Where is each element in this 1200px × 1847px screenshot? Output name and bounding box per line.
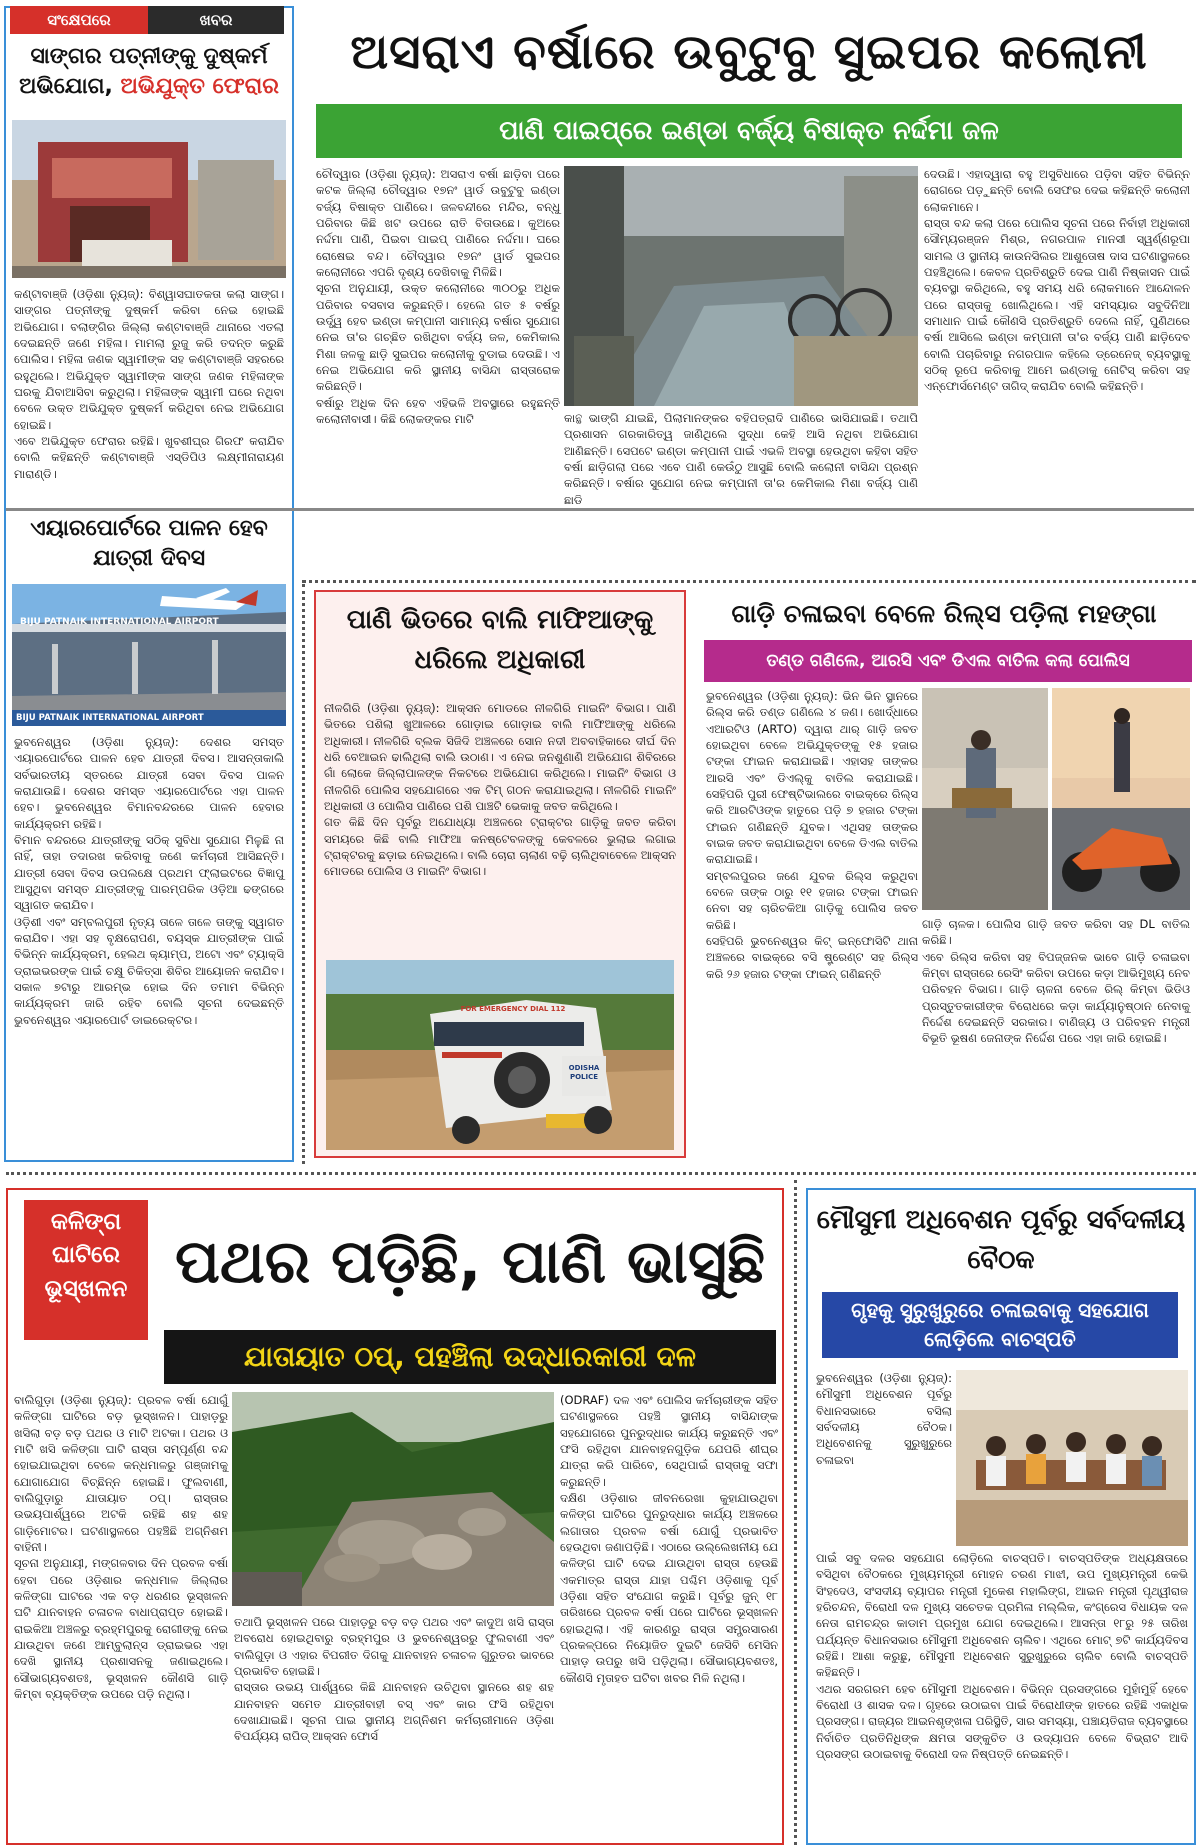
story5-photo (956, 1370, 1188, 1546)
story3-column2: ଗାଡ଼ି ଚାଳକ। ପୋଲିସ ଗାଡ଼ି ଜବତ କରିବା ସହ DL ବାତିଲ କରିଛି। ଏବେ ରିଲ୍ସ କରିବା ସହ ବିପଜ୍ଜନକ ଭାବେ ଗାଡ଼ି ଚଳାଇବା କିମ୍ବା ରାସ୍ତାରେ ରେସିଂ କରିବା ଉପରେ କଡ଼ା ଆଭିମୁଖ୍ୟ ନେବ ପରିବହନ ବିଭାଗ। ଗାଡ଼ି ଚାଳନା ବେଳେ ରିଲ୍ କିମ୍ବା ଭିଡିଓ ପ୍ରସ୍ତୁତକାରୀଙ୍କ ବିରୋଧରେ କଡ଼ା କାର୍ଯ୍ୟାନୁଷ୍ଠାନ ନେବାକୁ ନିର୍ଦ୍ଦେଶ ଦେଇଛନ୍ତି ସରକାର। ବାଣିଜ୍ୟ ଓ ପରିବହନ ମନ୍ତ୍ରୀ ବିଭୂତି ଭୂଷଣ ଜେନାଙ୍କ ନିର୍ଦ୍ଦେଶ ପରେ ଏହା ଜାରି ହୋଇଛି। (922, 917, 1190, 1046)
story4-column1: ବାଲିଗୁଡ଼ା (ଓଡ଼ିଶା ନ୍ୟୁଜ୍): ପ୍ରବଳ ବର୍ଷା ଯୋଗୁଁ କଳିଙ୍ଗା ଘାଟିରେ ବଡ଼ ଭୂସ୍ଖଳନ। ପାହାଡ଼ରୁ ଖସିଲା ବଡ଼ ବଡ଼ ପଥର ଓ ମାଟି ଅଟକା। ପଥର ଓ ମାଟି ଖସି କଳିଙ୍ଗା ଘାଟି ରାସ୍ତା ସମ୍ପୂର୍ଣ୍ଣ ବନ୍ଦ ହୋଇଯାଇଥିବା ବେଳେ କନ୍ଧମାଳରୁ ଗଞ୍ଜାମକୁ ଯୋଗାଯୋଗ ବିଚ୍ଛିନ୍ନ ହୋଇଛି। ଫୁଲବାଣୀ, ବାଲିଗୁଡ଼ାରୁ ଯାତାୟାତ ଠପ୍। ରାସ୍ତାର ଉଭୟପାର୍ଶ୍ୱରେ ଅଟକି ରହିଛି ଶହ ଶହ ଗାଡ଼ିମୋଟର। ଘଟଣାସ୍ଥଳରେ ପହଞ୍ଚିଛି ଅଗ୍ନିଶମ ବାହିନୀ। ସୂଚନା ଅନୁଯାୟୀ, ମଙ୍ଗଳବାର ଦିନ ପ୍ରବଳ ବର୍ଷା ହେବା ପରେ ଓଡ଼ିଶାର କନ୍ଧମାଳ ଜିଲ୍ଲାର କଳିଙ୍ଗା ଘାଟରେ ଏକ ବଡ଼ ଧରଣର ଭୂସ୍ଖଳନ ଘଟି ଯାନବାହନ ଚଳାଚଳ ବାଧାପ୍ରାପ୍ତ ହୋଇଛି। ରାଇକିଆ ଅଞ୍ଚଳରୁ ବ୍ରହ୍ମପୁରକୁ ରୋଗୀଙ୍କୁ ନେଇ ଯାଉଥିବା ଜଣେ ଆମ୍ବୁଲାନ୍ସ ଡ୍ରାଇଭର ଏହା ଦେଖି ସ୍ଥାନୀୟ ପ୍ରଶାସନକୁ ଜଣାଇଥିଲେ। ସୌଭାଗ୍ୟବଶତଃ, ଭୂସ୍ଖଳନ କୌଣସି ଗାଡ଼ି କିମ୍ବା ବ୍ୟକ୍ତିଙ୍କ ଉପରେ ପଡ଼ି ନଥିଲା। (14, 1393, 228, 1701)
sidebar-story2-photo-sign: BIJU PATNAIK INTERNATIONAL AIRPORT (20, 617, 219, 627)
sidebar-story2-headline: ଏୟାରପୋର୍ଟରେ ପାଳନ ହେବ ଯାତ୍ରୀ ଦିବସ (30, 516, 268, 571)
story3-column1: ଭୁବନେଶ୍ୱର (ଓଡ଼ିଶା ନ୍ୟୁଜ୍): ଭିନ ଭିନ ସ୍ଥାନରେ ରିଲ୍ସ କରି ତଣ୍ଡ ଗଣିଲେ ୪ ଜଣ। ଖୋର୍ଦ୍ଧାରେ ଏଆରଟିଓ (ARTO) ଦ୍ୱାରା ଥାର୍ ଗାଡ଼ି ଜବତ ହୋଇଥିବା ବେଳେ ଅଭିଯୁକ୍ତଙ୍କୁ ୧୫ ହଜାର ଟଙ୍କା ଫାଇନ କରାଯାଇଛି। ଏହାସହ ତାଙ୍କର ଆରସି ଏବଂ ଡିଏଲ୍‌କୁ ବାତିଲ କରାଯାଇଛି। ସେହିପରି ପୁରୀ ଫେଷ୍ଟିଭାଲରେ ବାଇକ୍‌ରେ ରିଲ୍ସ କରି ଆରଟିଓଙ୍କ ହାତୁରେ ପଡ଼ି ୭ ହଜାର ଟଙ୍କା ଫାଇନ ଗଣିଛନ୍ତି ଯୁବକ। ଏଥିସହ ତାଙ୍କର ବାଇକ ଜବତ କରାଯାଇଥିବା ବେଳେ ଡିଏଲ ବାତିଲ କରାଯାଇଛି। ସମ୍ବଲପୁରର ଜଣେ ଯୁବକ ରିଲ୍ସ କରୁଥିବା ବେଳେ ତାଙ୍କ ଠାରୁ ୧୧ ହଜାର ଟଙ୍କା ଫାଇନ ନେବା ସହ ଚାରିଚକିଆ ଗାଡ଼ିକୁ ପୋଲିସ ଜବତ କରିଛି। ସେହିପରି ଭୁବନେଶ୍ୱର କିଟ୍ ଇନ୍‌ଫୋସିଟି ଥାନା ଅଞ୍ଚଳରେ ବାଇକ୍‌ରେ ବସି ଷ୍ଟ୍ରେଣ୍ଟ ସହ ରିଲ୍ସ କରି ୨୬ ହଜାର ଟଙ୍କା ଫାଇନ୍ ଗଣିଛନ୍ତି (706, 689, 918, 981)
story5-headline: ମୌସୁମୀ ଅଧିବେଶନ ପୂର୍ବରୁ ସର୍ବଦଳୀୟ ବୈଠକ (816, 1205, 1186, 1276)
story2-photo (326, 960, 674, 1150)
story2-photo-door-text: ODISHA POLICE (568, 1064, 600, 1081)
story3-subheadline: ତଣ୍ଡ ଗଣିଲେ, ଆରସି ଏବଂ ଡିଏଲ ବାତିଲ କଲା ପୋଲିସ (704, 640, 1192, 682)
story5-body: ପାଇଁ ସବୁ ଦଳର ସହଯୋଗ ଲୋଡ଼ିଲେ ବାଚସ୍ପତି। ବାଚସ୍ପତିଙ୍କ ଅଧ୍ୟକ୍ଷତାରେ ବସିଥିବା ବୈଠକରେ ମୁଖ୍ୟମନ୍ତ୍ରୀ ମୋହନ ଚରଣ ମାଝୀ, ଉପ ମୁଖ୍ୟମନ୍ତ୍ରୀ କେଭି ସିଂହଦେଓ, ସଂସଦୀୟ ବ୍ୟାପର ମନ୍ତ୍ରୀ ମୁକେଶ ମହାଲିଙ୍ଗ, ଆଇନ ମନ୍ତ୍ରୀ ପୃଥ୍ୱୀରାଜ ହରିଚନ୍ଦନ, ବିରୋଧୀ ଦଳ ମୁଖ୍ୟ ସଚେତକ ପ୍ରମିଳା ମଲ୍ଲିକ, କଂଗ୍ରେସ ବିଧାୟକ ଦଳ ନେତା ରାମଚନ୍ଦ୍ର କାଡାମ ପ୍ରମୁଖ ଯୋଗ ଦେଇଥିଲେ। ଆସନ୍ତା ୧୮ରୁ ୨୫ ତାରିଖ ପର୍ଯ୍ୟନ୍ତ ବିଧାନସଭାର ମୌସୁମୀ ଅଧିବେଶନ ଚାଲିବ। ଏଥିରେ ମୋଟ୍ ୭ଟି କାର୍ଯ୍ୟଦିବସ ରହିଛି। ଆଶା କରୁଛୁ, ମୌସୁମୀ ଅଧିବେଶନ ସୁରୁଖୁରୁରେ ଚାଲିବ ବୋଲି ବାଚସ୍ପତି କହିଛନ୍ତି। ଏଥର ସରଗରମ ହେବ ମୌସୁମୀ ଅଧିବେଶନ। ବିଭିନ୍ନ ପ୍ରସଙ୍ଗରେ ମୁହାଁମୁହିଁ ହେବେ ବିରୋଧୀ ଓ ଶାସକ ଦଳ। ଗୃହରେ ଉଠାଇବା ପାଇଁ ବିରୋଧୀଙ୍କ ହାତରେ ରହିଛି ଏକାଧିକ ପ୍ରସଙ୍ଗ। ରାଜ୍ୟର ଆଇନଶୃଙ୍ଖଳା ପରିସ୍ଥିତି, ସାର ସମସ୍ୟା, ପଞ୍ଚାୟତିରାଜ ବ୍ୟବସ୍ଥାରେ ନିର୍ବାଚିତ ପ୍ରତିନିଧିଙ୍କ କ୍ଷମତା ସଙ୍କୁଚିତ ଓ ଉଦ୍ୟାପନ ବେଳେ ବିଭ୍ରାଟ ଆଦି ପ୍ରସଙ୍ଗ ଉଠାଇବାକୁ ବିରୋଧୀ ଦଳ ନିଷ୍ପତ୍ତି ନେଇଛନ୍ତି। (816, 1551, 1188, 1761)
story2-headline: ପାଣି ଭିତରେ ବାଲି ମାଫିଆଙ୍କୁ ଧରିଲେ ଅଧିକାରୀ (346, 605, 654, 676)
separator-bottom (6, 1172, 1196, 1175)
separator-top (302, 580, 1196, 583)
story5-subheadline: ଗୃହକୁ ସୁରୁଖୁରୁରେ ଚଳାଇବାକୁ ସହଯୋଗ ଲୋଡ଼ିଲେ ବାଚସ୍ପତି (822, 1292, 1178, 1358)
story1-column1: ଚୌଦ୍ୱାର (ଓଡ଼ିଶା ନ୍ୟୁଜ୍): ଅସରାଏ ବର୍ଷା ଛାଡ଼ିବା ପରେ କଟକ ଜିଲ୍ଲା ଚୌଦ୍ୱାର ୧୭ନଂ ୱାର୍ଡ ଉବୁଟୁବୁ ଇଣ୍ଡା ବର୍ଜ୍ୟ ବିଷାକ୍ତ ପାଣିରେ। ଜଳବନ୍ଦୀରେ ମନ୍ଦିର, ବନ୍ଧୁ ପରିବାର କିଛି ଖଟ ଉପରେ ରାତି ବିତାଉଛେ। କୁଅରେ ନର୍ଦ୍ଦମା ପାଣି, ପିଇବା ପାଇପ୍ ପାଣିରେ ନର୍ଦ୍ଦମା। ଘରେ ରୋଷେଇ ବନ୍ଦ। ଚୌଦ୍ୱାର ୧୭ନଂ ୱାର୍ଡ ସୁଇପର କଲୋନୀରେ ଏପରି ଦୃଶ୍ୟ ଦେଖିବାକୁ ମିଳିଛି। ସୂଚନା ଅନୁଯାୟୀ, ଉକ୍ତ କଲୋନୀରେ ୩୦୦ରୁ ଅଧିକ ପରିବାର ବସବାସ କରୁଛନ୍ତି। ହେଲେ ଗତ ୫ ବର୍ଷରୁ ଉର୍ଦ୍ଧ୍ୱ ହେବ ଇଣ୍ଡା କମ୍ପାନୀ ସାମାନ୍ୟ ବର୍ଷାର ସୁଯୋଗ ନେଇ ତା'ର ଗଚ୍ଛିତ ରଖିଥିବା ବର୍ଜ୍ୟ ଜଳ, କେମିକାଲ ମିଶା ଜଳକୁ ଛାଡ଼ି ସୁଇପର କଲୋନୀକୁ ବୁଡାଇ ଦେଉଛି। ଏ ନେଇ ଅଭିଯୋଗ କରି ସ୍ଥାନୀୟ ବାସିନ୍ଦା ରାସ୍ତାରୋକ କରିଛନ୍ତି। ବର୍ଷାରୁ ଅଧିକ ଦିନ ହେବ ଏହିଭଳି ଅବସ୍ଥାରେ ରହୁଛନ୍ତି କଲୋନୀବାସୀ। କିଛି ଲୋକଙ୍କର ମାଟି (316, 167, 560, 426)
story4-column3: (ODRAF) ଦଳ ଏବଂ ପୋଲିସ କର୍ମଚାରୀଙ୍କ ସହିତ ଘଟଣାସ୍ଥଳରେ ପହଞ୍ଚି ସ୍ଥାନୀୟ ବାସିନ୍ଦାଙ୍କ ସହଯୋଗରେ ପୁନରୁଦ୍ଧାର କାର୍ଯ୍ୟ କରୁଛନ୍ତି ଏବଂ ଫସି ରହିଥିବା ଯାନବାହନଗୁଡ଼ିକ ଯେପରି ଶୀଘ୍ର ଯାତ୍ରା କରି ପାରିବେ, ସେଥିପାଇଁ ରାସ୍ତାକୁ ସଫା କରୁଛନ୍ତି। ଦକ୍ଷିଣ ଓଡ଼ିଶାର ଜୀବନରେଖା କୁହାଯାଉଥିବା କଳିଙ୍ଗ ଘାଟିରେ ପୁନରୁଦ୍ଧାର କାର୍ଯ୍ୟ ଅଞ୍ଚଳରେ ଲଗାତାର ପ୍ରବଳ ବର୍ଷା ଯୋଗୁଁ ପ୍ରଭାବିତ ହେଉଥିବା ଜଣାପଡ଼ିଛି। ଏଠାରେ ଉଲ୍ଲେଖନୀୟ ଯେ କଳିଙ୍ଗ ଘାଟି ଦେଇ ଯାଉଥିବା ରାସ୍ତା ହେଉଛି ଏକମାତ୍ର ରାସ୍ତା ଯାହା ପଶ୍ଚିମ ଓଡ଼ିଶାକୁ ପୂର୍ବ ଓଡ଼ିଶା ସହିତ ସଂଯୋଗ କରୁଛି। ପୂର୍ବରୁ ଜୁନ୍ ୧୮ ତାରିଖରେ ପ୍ରବଳ ବର୍ଷା ପରେ ଘାଟିରେ ଭୂସ୍ଖଳନ ହୋଇଥିଲା। ଏହି କାରଣରୁ ରାସ୍ତା ସମ୍ପ୍ରସାରଣ ପ୍ରକଳ୍ପରେ ନିୟୋଜିତ ଦୁଇଟି ଜେସିବି ମେସିନ ପାହାଡ଼ ଉପରୁ ଖସି ପଡ଼ିଥିଲା। ସୌଭାଗ୍ୟବଶତଃ, କୌଣସି ମୃତାହତ ଘଟିବା ଖବର ମିଳି ନଥିଲା। (560, 1393, 778, 1685)
sidebar-story2-body: ଭୁବନେଶ୍ୱର (ଓଡ଼ିଶା ନ୍ୟୁଜ୍): ଦେଶର ସମସ୍ତ ଏୟାରପୋର୍ଟରେ ପାଳନ ହେବ ଯାତ୍ରୀ ଦିବସ। ଆସନ୍ତାକାଲି ସର୍ବଭାରତୀୟ ସ୍ତରରେ ଯାତ୍ରୀ ସେବା ଦିବସ ପାଳନ କରାଯାଉଛି। ଦେଶର ସମସ୍ତ ଏୟାରପୋର୍ଟରେ ଏହା ପାଳନ ହେବ। ଭୁବନେଶ୍ୱର ବିମାନବନ୍ଦରରେ ପାଳନ ହେବାର କାର୍ଯ୍ୟକ୍ରମ ରହିଛି। ବିମାନ ବନ୍ଦରରେ ଯାତ୍ରୀଙ୍କୁ ସଠିକ୍ ସୁବିଧା ସୁଯୋଗ ମିଳୁଛି ନା ନାହିଁ, ତାହା ତଦାରଖ କରିବାକୁ ଜଣେ କର୍ମଚାରୀ ଆସିଛନ୍ତି। ଯାତ୍ରୀ ସେବା ଦିବସ ଉପଲକ୍ଷେ ପ୍ରଥମ ଫ୍ଲାଇଟରେ ବିଜ୍ଞାପୁ ଆସୁଥିବା ସମସ୍ତ ଯାତ୍ରୀଙ୍କୁ ପାରମ୍ପରିକ ଓଡ଼ିଆ ଢଙ୍ଗରେ ସ୍ୱାଗତ କରାଯିବ। ଓଡ଼ିଶୀ ଏବଂ ସମ୍ବଲପୁରୀ ନୃତ୍ୟ ତାଳେ ତାଳେ ତାଙ୍କୁ ସ୍ୱାଗତ କରାଯିବ। ଏହା ସହ ବୃକ୍ଷରୋପଣ, ବୟସ୍କ ଯାତ୍ରୀଙ୍କ ପାଇଁ ବିଭିନ୍ନ କାର୍ଯ୍ୟକ୍ରମ, ହେଲଥ କ୍ୟାମ୍ପ, ଅଟୋ ଏବଂ ଟ୍ୟାକ୍ସି ଡ୍ରାଇଭରଙ୍କ ପାଇଁ ଚକ୍ଷୁ ଚିକିତ୍ସା ଶିବିର ଆୟୋଜନ କରାଯିବ। ସକାଳ ୭ଟାରୁ ଆରମ୍ଭ ହୋଇ ଦିନ ତମାମ ବିଭିନ୍ନ କାର୍ଯ୍ୟକ୍ରମ ଜାରି ରହିବ ବୋଲି ସୂଚନା ଦେଇଛନ୍ତି ଭୁବନେଶ୍ୱର ଏୟାରପୋର୍ଟ ଡାଇରେକ୍ଟର। (14, 735, 284, 1027)
sidebar-story2-photo-caption: BIJU PATNAIK INTERNATIONAL AIRPORT (16, 713, 204, 723)
sidebar-story1-headline-accent: ଅଭିଯୁକ୍ତ ଫେରାର (120, 73, 279, 99)
story4-photo (232, 1392, 554, 1606)
sidebar-story1-photo (12, 120, 286, 278)
story1-column3: ଦେଉଛି। ଏହାଦ୍ୱାରା ବହୁ ଅସୁବିଧାରେ ପଡ଼ିବା ସହିତ ବିଭିନ୍ନ ରୋଗରେ ପଡ଼ୁଛନ୍ତି ବୋଲି ସେଫର ଦେଇ କହିଛନ୍ତି କଲୋନୀ ଲୋକମାନେ। ରାସ୍ତା ବନ୍ଦ କଲା ପରେ ପୋଲିସ ସୂଚନା ପରେ ନିର୍ବାହୀ ଅଧିକାରୀ ସୌମ୍ୟରଞ୍ଜନ ମିଶ୍ର, ନଗରପାଳ ମାନସୀ ସ୍ୱର୍ଣ୍ଣରୂପା ସାମଲ ଓ ସ୍ଥାନୀୟ କାଉନସିଲର ଆଶୁତୋଷ ଦାସ ଘଟଣାସ୍ଥଳରେ ପହଞ୍ଚିଥିଲେ। କେବଳ ପ୍ରତିଶ୍ରୁତି ଦେଇ ପାଣି ନିଷ୍କାସନ ପାଇଁ ବ୍ୟବସ୍ଥା କରିଥିଲେ, ବହୁ ସମୟ ଧରି ଲୋକମାନେ ଆନ୍ଦୋଳନ ପରେ ରାସ୍ତାକୁ ଖୋଲିଥିଲେ। ଏହି ସମସ୍ୟାର ସବୁଦିନିଆ ସମାଧାନ ପାଇଁ କୌଣସି ପ୍ରତିଶ୍ରୁତି ଦେଲେ ନାହିଁ, ପୁଣିଥରେ ବର୍ଷା ଆସିଲେ ଇଣ୍ଡା କମ୍ପାନୀ ତା'ର ବର୍ଜ୍ୟ ପାଣି ଛାଡ଼ିଦେବ ବୋଲି ପଚାରିବାରୁ ନଗରପାଳ କହିଲେ ଡ୍ରେନେଜ୍ ବ୍ୟବସ୍ଥାକୁ ସଠିକ୍ ରୂପେ କରିବାକୁ ଆମେ ଇଣ୍ଡାକୁ ନୋଟିସ୍ କରିବା ସହ ଏନ୍‌ଫୋର୍ସମେଣ୍ଟ ତାଗିଦ୍ କରାଯିବ ବୋଲି କହିଛନ୍ତି। (924, 167, 1190, 394)
separator-vertical-bottom (794, 1180, 797, 1845)
story4-tag: କଳିଙ୍ଗ ଘାଟିରେ ଭୂସ୍ଖଳନ (24, 1200, 148, 1340)
sidebar-story1-headline (14, 42, 284, 114)
story3-photo-right (1052, 688, 1190, 910)
story4-headline: ପଥର ପଡ଼ିଛି, ପାଣି ଭାସୁଛି (174, 1227, 766, 1297)
story3-photo-left (922, 688, 1048, 910)
sidebar-tag-right: ଖବର (148, 6, 284, 34)
separator-vertical-mid (302, 584, 305, 1164)
story1-subheadline: ପାଣି ପାଇପ୍‌ରେ ଇଣ୍ଡା ବର୍ଜ୍ୟ ବିଷାକ୍ତ ନର୍ଦ୍ଦମା ଜଳ (316, 104, 1182, 158)
story2-body: ନୀଳଗିରି (ଓଡ଼ିଶା ନ୍ୟୁଜ୍): ଆକ୍ସନ ମୋଡରେ ନୀଳଗିରି ମାଇନିଂ ବିଭାଗ। ପାଣି ଭିତରେ ପଶିଲା ଖୁଆଳରେ ଗୋଡ଼ାଇ ଗୋଡ଼ାଇ ବାଲି ମାଫିଆଙ୍କୁ ଧରିଲେ ଅଧିକାରୀ। ନୀଳଗିରି ବ୍ଲକ ସିଜିଦି ଅଞ୍ଚଳରେ ସୋନ ନଦୀ ଅବବାହିକାରେ ଦୀର୍ଘ ଦିନ ଧରି ବେଆଇନ ଢାଲିଥିଲା ବାଲି ଉଠାଣ। ଏ ନେଇ ଜନଶୁଣାଣି ଅଭିଯୋଗ ଶିବିରରେ ଗାଁ ଲୋକେ ଜିଲ୍ଲାପାଳଙ୍କ ନିକଟରେ ଅଭିଯୋଗ କରିଥିଲେ। ମାଇନିଂ ବିଭାଗ ଓ ନୀଳଗିରି ପୋଲିସ ସହଯୋଗରେ ଏକ ଟିମ୍ ଗଠନ କରାଯାଇଥିଲା। ନୀଳଗିରି ମାଇନିଂ ଅଧିକାରୀ ଓ ପୋଲିସ ପାଣିରେ ପଶି ପାଞ୍ଚଟି ଭେକାକୁ ଜବତ କରିଥିଲେ। ଗତ କିଛି ଦିନ ପୂର୍ବରୁ ଅଯୋଧ୍ୟା ଅଞ୍ଚଳରେ ଟ୍ରାକ୍ଟର ଗାଡ଼ିକୁ ଜବତ କରିବା ସମୟରେ କିଛି ବାଲି ମାଫିଆ କନଷ୍ଟେବଳଙ୍କୁ କେବଳରେ ଭୁଲାଇ ଲଗାଇ ଟ୍ରାକ୍ଟରକୁ ଛଡ଼ାଇ ନେଇଥିଲେ। ବାଲି ଚୋରା ଚାଲାଣ ବଢ଼ି ଚାଲିଥିବାବେଳେ ଆକ୍ସନ ମୋଡରେ ପୋଲିସ ଓ ମାଇନିଂ ବିଭାଗ। (324, 701, 676, 879)
story4-subheadline: ଯାତାୟାତ ଠପ୍, ପହଞ୍ଚିଲା ଉଦ୍ଧାରକାରୀ ଦଳ (164, 1330, 776, 1384)
sidebar-story1-headline-main: ସାଙ୍ଗର ପତ୍ନୀଙ୍କୁ ଦୁଷ୍କର୍ମ ଅଭିଯୋଗ, (19, 44, 268, 99)
story2-photo-sign: FOR EMERGENCY DIAL 112 (460, 1005, 566, 1013)
story1-headline: ଅସରାଏ ବର୍ଷାରେ ଉବୁଟୁବୁ ସୁଇପର କଲୋନୀ (350, 24, 1148, 80)
story1-photo (564, 166, 918, 406)
story5-intro: ଭୁବନେଶ୍ୱର (ଓଡ଼ିଶା ନ୍ୟୁଜ୍): ମୌସୁମୀ ଅଧିବେଶନ ପୂର୍ବରୁ ବିଧାନସଭାରେ ବସିଲା ସର୍ବଦଳୀୟ ବୈଠକ। ଅଧିବେଶନକୁ ସୁରୁଖୁରୁରେ ଚଳାଇବା (816, 1371, 952, 1467)
story4-column2: ତଥାପି ଭୂସ୍ଖଳନ ପରେ ପାହାଡ଼ରୁ ବଡ଼ ବଡ଼ ପଥର ଏବଂ କାଦୁଅ ଖସି ରାସ୍ତା ଅବରୋଧ ହୋଇଥିବାରୁ ବ୍ରହ୍ମପୁର ଓ ଭୁବନେଶ୍ୱରରୁ ଫୁଲବାଣୀ ଏବଂ ବାଲିଗୁଡ଼ା ଓ ଏହାର ବିପରୀତ ଦିଗକୁ ଯାନବାହନ ଚଳାଚଳ ଗୁରୁତର ଭାବରେ ପ୍ରଭାବିତ ହୋଇଛି। ରାସ୍ତାର ଉଭୟ ପାର୍ଶ୍ୱରେ କିଛି ଯାନବାହନ ଉଚିଥିବା ସ୍ଥାନରେ ଶହ ଶହ ଯାନବାହନ ସମେତ ଯାତ୍ରୀବାହୀ ବସ୍ ଏବଂ କାର ଫସି ରହିଥିବା ଦେଖାଯାଇଛି। ସୂଚନା ପାଇ ସ୍ଥାନୀୟ ଅଗ୍ନିଶମ କର୍ମଚାରୀମାନେ ଓଡ଼ିଶା ବିପର୍ଯ୍ୟୟ ରାପିଡ୍ ଆକ୍ସନ ଫୋର୍ସ (234, 1615, 554, 1744)
sidebar-story2-photo (12, 584, 286, 726)
story1-column2: କାନ୍ଥ ଭାଙ୍ଗି ଯାଇଛି, ପିଲାମାନଙ୍କର ବହିପତ୍ରାଦି ପାଣିରେ ଭାସିଯାଇଛି। ତଥାପି ପ୍ରଶାସନ ଗରକାରିତ୍ୱ ଜାଣିଥିଲେ ସୁଦ୍ଧା କେହି ଆସି ନଥିବା ଅଭିଯୋଗ ଆଣିଛନ୍ତି। ସେପଟେ ଇଣ୍ଡା କମ୍ପାନୀ ପାଇଁ ଏଭଳି ଅବସ୍ଥା ହେଉଥିବା କହିବା ସହିତ ବର୍ଷା ଛାଡ଼ିଗଲା ପରେ ଏବେ ପାଣି କେଉଁଠୁ ଆସୁଛି ବୋଲି କଲୋନୀ ବାସିନ୍ଦା ପ୍ରଶ୍ନ କରିଛନ୍ତି। ବର୍ଷାର ସୁଯୋଗ ନେଇ କମ୍ପାନୀ ତା'ର କେମିକାଲ ମିଶା ବର୍ଜ୍ୟ ପାଣି ଛାଡି (564, 411, 918, 507)
sidebar-story1-body: କଣ୍ଟାବାଞ୍ଜି (ଓଡ଼ିଶା ନ୍ୟୁଜ୍): ବିଶ୍ୱାସଘାତକତା କଲା ସାଙ୍ଗ। ସାଙ୍ଗର ପତ୍ନୀଙ୍କୁ ଦୁଷ୍କର୍ମ କରିବା ନେଇ ହୋଇଛି ଅଭିଯୋଗ। ବଲାଙ୍ଗିର ଜିଲ୍ଲା କଣ୍ଟାବାଞ୍ଜି ଥାନାରେ ଏତଲା ଦେଇଛନ୍ତି ଜଣେ ମହିଳା। ମାମଲା ରୁଜୁ କରି ତଦନ୍ତ କରୁଛି ପୋଲିସ। ମହିଳା ଜଣକ ସ୍ୱାମୀଙ୍କ ସହ କଣ୍ଟାବାଞ୍ଜି ସହରରେ ରହୁଥିଲେ। ଅଭିଯୁକ୍ତ ସ୍ୱାମୀଙ୍କ ସାଙ୍ଗ ଜଣକ ମହିଳାଙ୍କ ଘରକୁ ଯିବାଆସିବା କରୁଥିଲା। ମହିଳାଙ୍କ ସ୍ୱାମୀ ଘରେ ନଥିବା ବେଳେ ଉକ୍ତ ଅଭିଯୁକ୍ତ ଦୁଷ୍କର୍ମ କରିଥିବା ନେଇ ଅଭିଯୋଗ ହୋଇଛି। ଏବେ ଅଭିଯୁକ୍ତ ଫେରାର ରହିଛି। ଖୁବଶୀଘ୍ର ଗିରଫ କରାଯିବ ବୋଲି କହିଛନ୍ତି କଣ୍ଟାବାଞ୍ଜି ଏସ୍‌ଡିପିଓ ଲକ୍ଷ୍ମୀନାରାୟଣ ମାରାଣ୍ଡି। (14, 287, 284, 481)
story3-headline: ଗାଡ଼ି ଚଳାଇବା ବେଳେ ରିଲ୍ସ ପଡ଼ିଲା ମହଙ୍ଗା (731, 599, 1157, 628)
sidebar-tag-left: ସଂକ୍ଷେପରେ (10, 6, 148, 34)
